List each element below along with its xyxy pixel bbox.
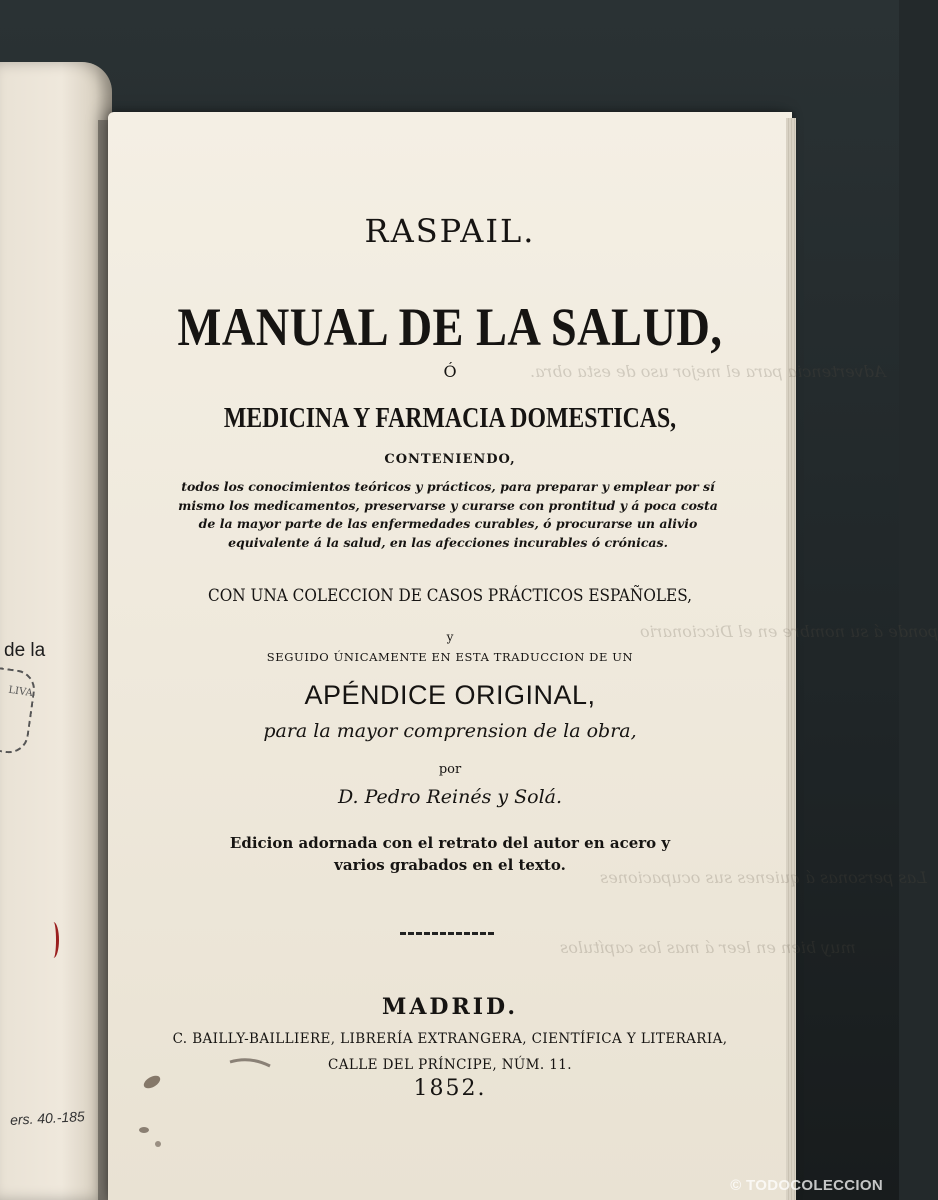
publisher-line-2: CALLE DEL PRÍNCIPE, NÚM. 11. [328,1057,572,1073]
title-conjunction: Ó [443,362,457,381]
decorative-rule [400,932,496,935]
site-watermark: © TODOCOLECCION [730,1177,883,1194]
show-through-text: ponde á su nombre en el Diccionario [640,622,938,641]
appendix-heading: APÉNDICE ORIGINAL, [304,680,596,710]
left-page-footer-text: ers. 40.-185 [9,1108,86,1128]
red-ink-mark [48,922,59,958]
collection-line: CON UNA COLECCION DE CASOS PRÁCTICOS ESPAÑOLES, [207,586,693,606]
publication-year: 1852. [413,1076,487,1101]
translator-name: D. Pedro Reinés y Solá. [337,786,563,808]
and-word: y [446,630,454,644]
followed-line: SEGUIDO ÚNICAMENTE EN ESTA TRADUCCION DE UN [266,650,634,664]
containing-label: CONTENIENDO, [384,452,516,467]
book-description: todos los conocimientos teóricos y prácticos, para preparar y emplear por sí mismo los medicamentos, preservarse y curarse con prontitud y á poca costa de la mayor parte de las enfermedades curables, ó procurarse un alivio equivalente á la salud, en las afecciones incurables ó crónicas. [178,479,718,550]
appendix-purpose: para la mayor comprension de la obra, [263,720,637,742]
book-subtitle: MEDICINA Y FARMACIA DOMESTICAS, [223,402,677,434]
left-page-text-fragment: de la [4,640,46,661]
left-page [0,62,112,1200]
foxing-specks [140,1060,290,1180]
stamp-text: LIVA [7,684,34,700]
book-title: MANUAL DE LA SALUD, [177,297,723,357]
show-through-text: Las personas á quienes sus ocupaciones [600,868,927,887]
publication-city: MADRID. [381,994,519,1020]
author-name: RASPAIL. [364,212,536,250]
publisher-line-1: C. BAILLY-BAILLIERE, LIBRERÍA EXTRANGERA, CIENTÍFICA Y LITERARIA, [172,1031,728,1047]
edition-note: Edicion adornada con el retrato del autor en acero y varios grabados en el texto. [229,834,671,874]
by-word: por [438,762,462,777]
show-through-text: Advertencia para el mejor uso de esta obra. [530,362,886,381]
show-through-text: muy bien en leer á mas los capítulos [560,938,856,957]
